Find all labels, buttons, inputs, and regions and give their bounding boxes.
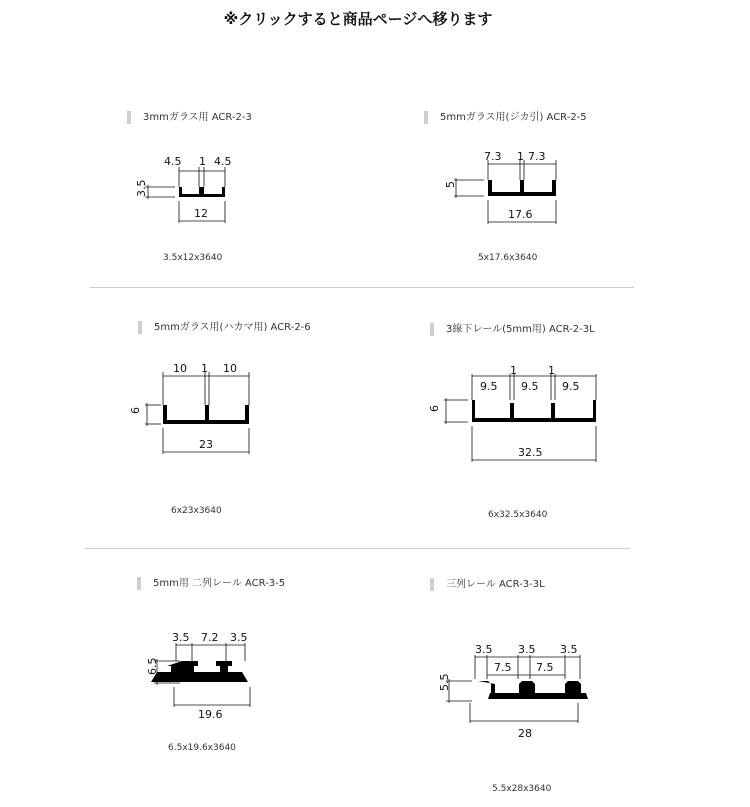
product-title-text: 三列レール ACR-3-3L	[446, 579, 545, 590]
product-title-text: 5mmガラス用(ハカマ用) ACR-2-6	[154, 322, 311, 333]
product-title-acr-2-3[interactable]	[127, 108, 252, 124]
dim-height: 6	[428, 405, 441, 412]
profile-shape	[472, 400, 596, 422]
dim-left: 7.3	[484, 150, 502, 163]
product-title-acr-3-3l[interactable]	[430, 575, 545, 591]
profile-drawing-acr-2-3[interactable]	[130, 145, 240, 225]
dim-channel-3: 9.5	[562, 380, 580, 393]
product-title-acr-2-3l[interactable]	[430, 320, 595, 336]
dim-right: 10	[223, 362, 237, 375]
title-marker	[127, 111, 131, 124]
dim-height: 6	[129, 407, 142, 414]
product-size: 6x23x3640	[171, 506, 222, 516]
dim-height: 6.5	[146, 657, 159, 675]
product-title-text: 3mmガラス用 ACR-2-3	[143, 112, 252, 123]
product-title-acr-3-5[interactable]	[137, 574, 285, 590]
dim-right: 3.5	[230, 631, 248, 644]
dim-left: 4.5	[164, 155, 182, 168]
dim-width: 19.6	[198, 708, 223, 721]
profile-shape	[163, 405, 249, 424]
dim-mid: 1	[201, 362, 208, 375]
profile-shape	[151, 661, 248, 682]
profile-drawing-acr-2-5[interactable]	[440, 140, 570, 230]
dim-gap-1: 1	[510, 364, 517, 377]
dim-width: 23	[199, 438, 213, 451]
product-size: 6.5x19.6x3640	[168, 743, 236, 753]
dim-right: 4.5	[214, 155, 232, 168]
dim-gap-2: 7.5	[536, 661, 554, 674]
dim-channel-1: 9.5	[480, 380, 498, 393]
product-title-acr-2-6[interactable]	[138, 318, 311, 334]
profile-shape	[478, 681, 588, 699]
product-size: 5x17.6x3640	[478, 253, 538, 263]
dim-width: 17.6	[508, 208, 533, 221]
dim-top-2: 3.5	[518, 643, 536, 656]
dim-left: 10	[173, 362, 187, 375]
title-marker	[430, 323, 434, 336]
title-marker	[424, 111, 428, 124]
profile-drawing-acr-3-3l[interactable]	[430, 635, 590, 745]
dim-width: 28	[518, 727, 532, 740]
profile-shape	[179, 187, 225, 197]
dim-top-3: 3.5	[560, 643, 578, 656]
dim-height: 5.5	[438, 673, 451, 691]
dim-gap-2: 1	[548, 364, 555, 377]
product-title-text: 5mmガラス用(ジカ引) ACR-2-5	[440, 112, 587, 123]
title-marker	[430, 578, 434, 591]
dim-height: 5	[444, 181, 457, 188]
dim-channel-2: 9.5	[521, 380, 539, 393]
dim-gap-1: 7.5	[494, 661, 512, 674]
title-marker	[137, 577, 141, 590]
product-title-acr-2-5[interactable]	[424, 108, 587, 124]
dim-width: 12	[194, 207, 208, 220]
profile-shape	[488, 180, 556, 196]
dim-mid: 7.2	[201, 631, 219, 644]
dim-top-1: 3.5	[475, 643, 493, 656]
product-title-text: 5mm用 二列レール ACR-3-5	[153, 578, 286, 589]
dim-mid: 1	[199, 155, 206, 168]
title-marker	[138, 321, 142, 334]
section-divider	[90, 287, 634, 288]
dim-width: 32.5	[518, 446, 543, 459]
dim-mid: 1	[517, 150, 524, 163]
profile-drawing-acr-3-5[interactable]	[140, 625, 270, 720]
product-title-text: 3線下レール(5mm用) ACR-2-3L	[446, 324, 595, 335]
section-divider	[85, 548, 630, 549]
dim-right: 7.3	[528, 150, 546, 163]
profile-drawing-acr-2-6[interactable]	[125, 350, 265, 460]
product-size: 6x32.5x3640	[488, 510, 548, 520]
dim-height: 3.5	[135, 179, 148, 197]
product-size: 3.5x12x3640	[163, 253, 223, 263]
dim-left: 3.5	[172, 631, 190, 644]
profile-drawing-acr-2-3l[interactable]	[420, 360, 610, 470]
product-size: 5.5x28x3640	[492, 784, 552, 794]
click-notice: ※クリックすると商品ページへ移ります	[223, 10, 493, 28]
